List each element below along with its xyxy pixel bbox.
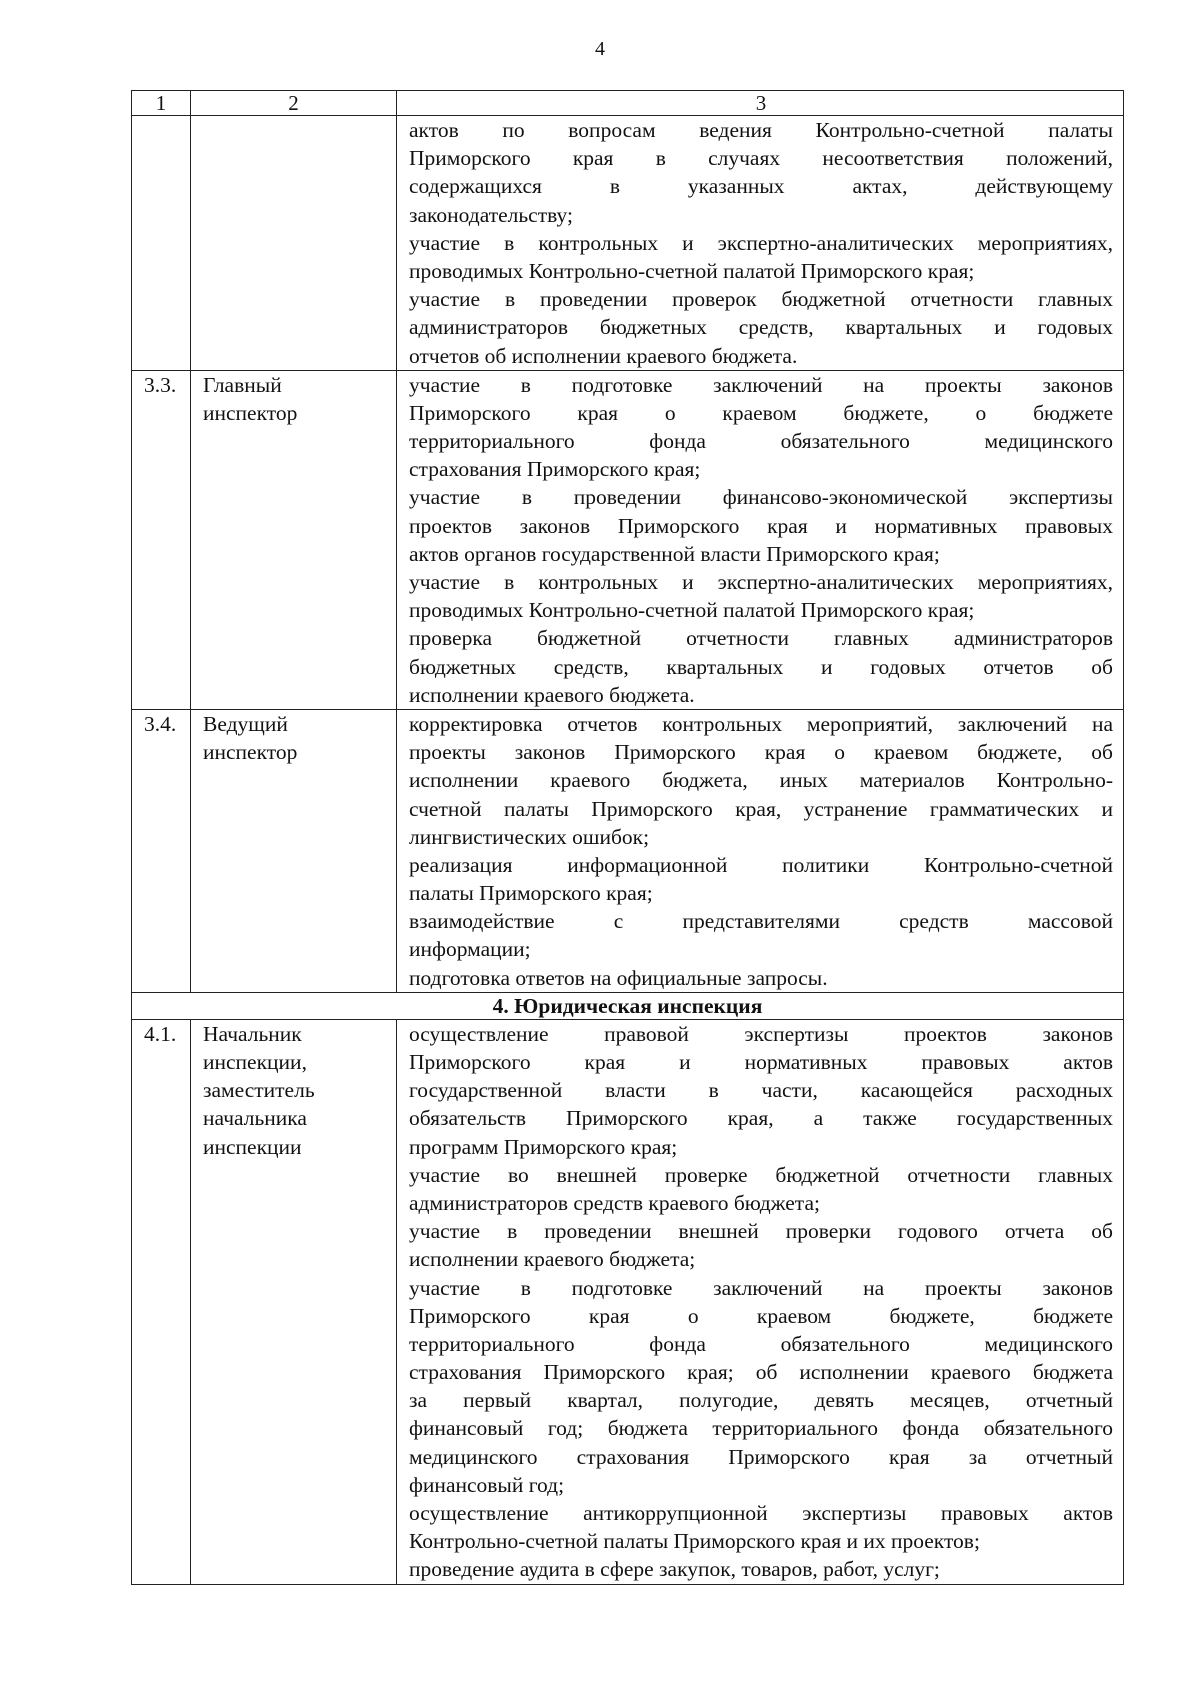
duty-line: территориального фонда обязательного медицинского: [409, 1331, 1113, 1356]
table-row: [132, 116, 1124, 371]
duty-line: участие в проведении проверок бюджетной отчетности главных: [409, 287, 1113, 312]
position-title-line: инспекции,: [203, 1050, 307, 1074]
duty-line: взаимодействие с представителями средств массовой: [409, 909, 1113, 934]
duty-line: информации;: [409, 937, 531, 962]
position-title: [191, 709, 397, 992]
duty-line: счетной палаты Приморского края, устранение грамматических и: [409, 796, 1113, 821]
table-header-row: [132, 91, 1124, 116]
header-col-3: 3: [397, 91, 1124, 116]
duty-line: участие в проведении финансово-экономической экспертизы: [409, 485, 1113, 510]
row-number: 3.3.: [132, 370, 191, 709]
duties-text: [397, 370, 1124, 709]
duty-line: отчетов об исполнении краевого бюджета.: [409, 343, 798, 368]
duty-line: актов органов государственной власти Приморского края;: [409, 541, 940, 566]
position-title: [191, 116, 397, 371]
position-title-line: Главный: [203, 372, 282, 397]
duties-table: [131, 90, 1124, 1585]
position-title: [191, 370, 397, 709]
position-title-line: инспектор: [203, 400, 298, 425]
duty-line: исполнении краевого бюджета, иных материалов Контрольно-: [409, 768, 1113, 793]
duty-line: подготовка ответов на официальные запросы.: [409, 965, 828, 990]
duty-line: исполнении краевого бюджета.: [409, 682, 695, 707]
duties-text: [397, 116, 1124, 371]
duty-line: страхования Приморского края; об исполнении краевого бюджета: [409, 1360, 1113, 1385]
row-number: 3.4.: [132, 709, 191, 992]
duty-line: проводимых Контрольно-счетной палатой Приморского края;: [409, 258, 975, 283]
duty-line: проектов законов Приморского края и нормативных правовых: [409, 513, 1113, 538]
position-title-line: начальника: [203, 1106, 307, 1131]
table-row: [132, 709, 1124, 992]
duty-line: Приморского края в случаях несоответствия положений,: [409, 146, 1113, 171]
duties-text: [397, 1019, 1124, 1584]
duty-line: обязательств Приморского края, а также государственных: [409, 1106, 1113, 1131]
duties-text: [397, 709, 1124, 992]
duty-line: проверка бюджетной отчетности главных администраторов: [409, 626, 1113, 651]
duty-line: медицинского страхования Приморского края за отчетный: [409, 1444, 1113, 1469]
duty-line: содержащихся в указанных актах, действующему: [409, 174, 1113, 199]
duty-line: Приморского края и нормативных правовых актов: [409, 1050, 1113, 1074]
section-row: [132, 992, 1124, 1019]
duty-line: проводимых Контрольно-счетной палатой Приморского края;: [409, 598, 975, 623]
duty-line: осуществление правовой экспертизы проектов законов: [409, 1021, 1113, 1046]
duty-line: участие в контрольных и экспертно-аналитических мероприятиях,: [409, 570, 1113, 594]
duty-line: за первый квартал, полугодие, девять месяцев, отчетный: [409, 1388, 1113, 1413]
duty-line: проведение аудита в сфере закупок, товаров, работ, услуг;: [409, 1557, 940, 1582]
duty-line: участие в проведении внешней проверки годового отчета об: [409, 1219, 1113, 1244]
duty-line: страхования Приморского края;: [409, 457, 701, 482]
duty-line: участие в контрольных и экспертно-аналитических мероприятиях,: [409, 230, 1113, 255]
duty-line: финансовый год;: [409, 1472, 565, 1497]
header-col-1: 1: [132, 91, 191, 116]
position-title-line: Начальник: [203, 1021, 302, 1046]
duty-line: государственной власти в части, касающейся расходных: [409, 1078, 1113, 1103]
duty-line: финансовый год; бюджета территориального фонда обязательного: [409, 1416, 1113, 1441]
duty-line: участие в подготовке заключений на проекты законов: [409, 372, 1113, 397]
duty-line: актов по вопросам ведения Контрольно-счетной палаты: [409, 118, 1113, 142]
duty-line: реализация информационной политики Контрольно-счетной: [409, 852, 1113, 877]
duty-line: участие во внешней проверке бюджетной отчетности главных: [409, 1162, 1113, 1187]
duty-line: бюджетных средств, квартальных и годовых отчетов об: [409, 654, 1113, 679]
position-title-line: Ведущий: [203, 711, 288, 736]
header-col-2: 2: [191, 91, 397, 116]
duty-line: осуществление антикоррупционной экспертизы правовых актов: [409, 1501, 1113, 1525]
page-number: 4: [595, 38, 605, 60]
duty-line: Приморского края о краевом бюджете, о бюджете: [409, 400, 1113, 425]
section-title: 4. Юридическая инспекция: [132, 992, 1124, 1019]
duty-line: территориального фонда обязательного медицинского: [409, 429, 1113, 454]
duty-line: законодательству;: [409, 202, 573, 227]
duty-line: участие в подготовке заключений на проекты законов: [409, 1275, 1113, 1300]
position-title-line: инспекции: [203, 1134, 302, 1159]
duty-line: Контрольно-счетной палаты Приморского края и их проектов;: [409, 1529, 980, 1554]
table-row: [132, 1019, 1124, 1584]
duty-line: проекты законов Приморского края о краевом бюджете, об: [409, 740, 1113, 765]
duty-line: администраторов бюджетных средств, квартальных и годовых: [409, 315, 1113, 340]
duty-line: корректировка отчетов контрольных мероприятий, заключений на: [409, 711, 1113, 736]
position-title-line: заместитель: [203, 1078, 315, 1103]
row-number: 4.1.: [132, 1019, 191, 1584]
duty-line: исполнении краевого бюджета;: [409, 1247, 696, 1272]
position-title-line: инспектор: [203, 740, 298, 765]
duty-line: палаты Приморского края;: [409, 881, 653, 906]
duty-line: администраторов средств краевого бюджета;: [409, 1190, 820, 1215]
duty-line: программ Приморского края;: [409, 1134, 678, 1159]
table-row: [132, 370, 1124, 709]
duty-line: лингвистических ошибок;: [409, 824, 650, 849]
duty-line: Приморского края о краевом бюджете, бюджете: [409, 1303, 1113, 1328]
position-title: [191, 1019, 397, 1584]
row-number: [132, 116, 191, 371]
